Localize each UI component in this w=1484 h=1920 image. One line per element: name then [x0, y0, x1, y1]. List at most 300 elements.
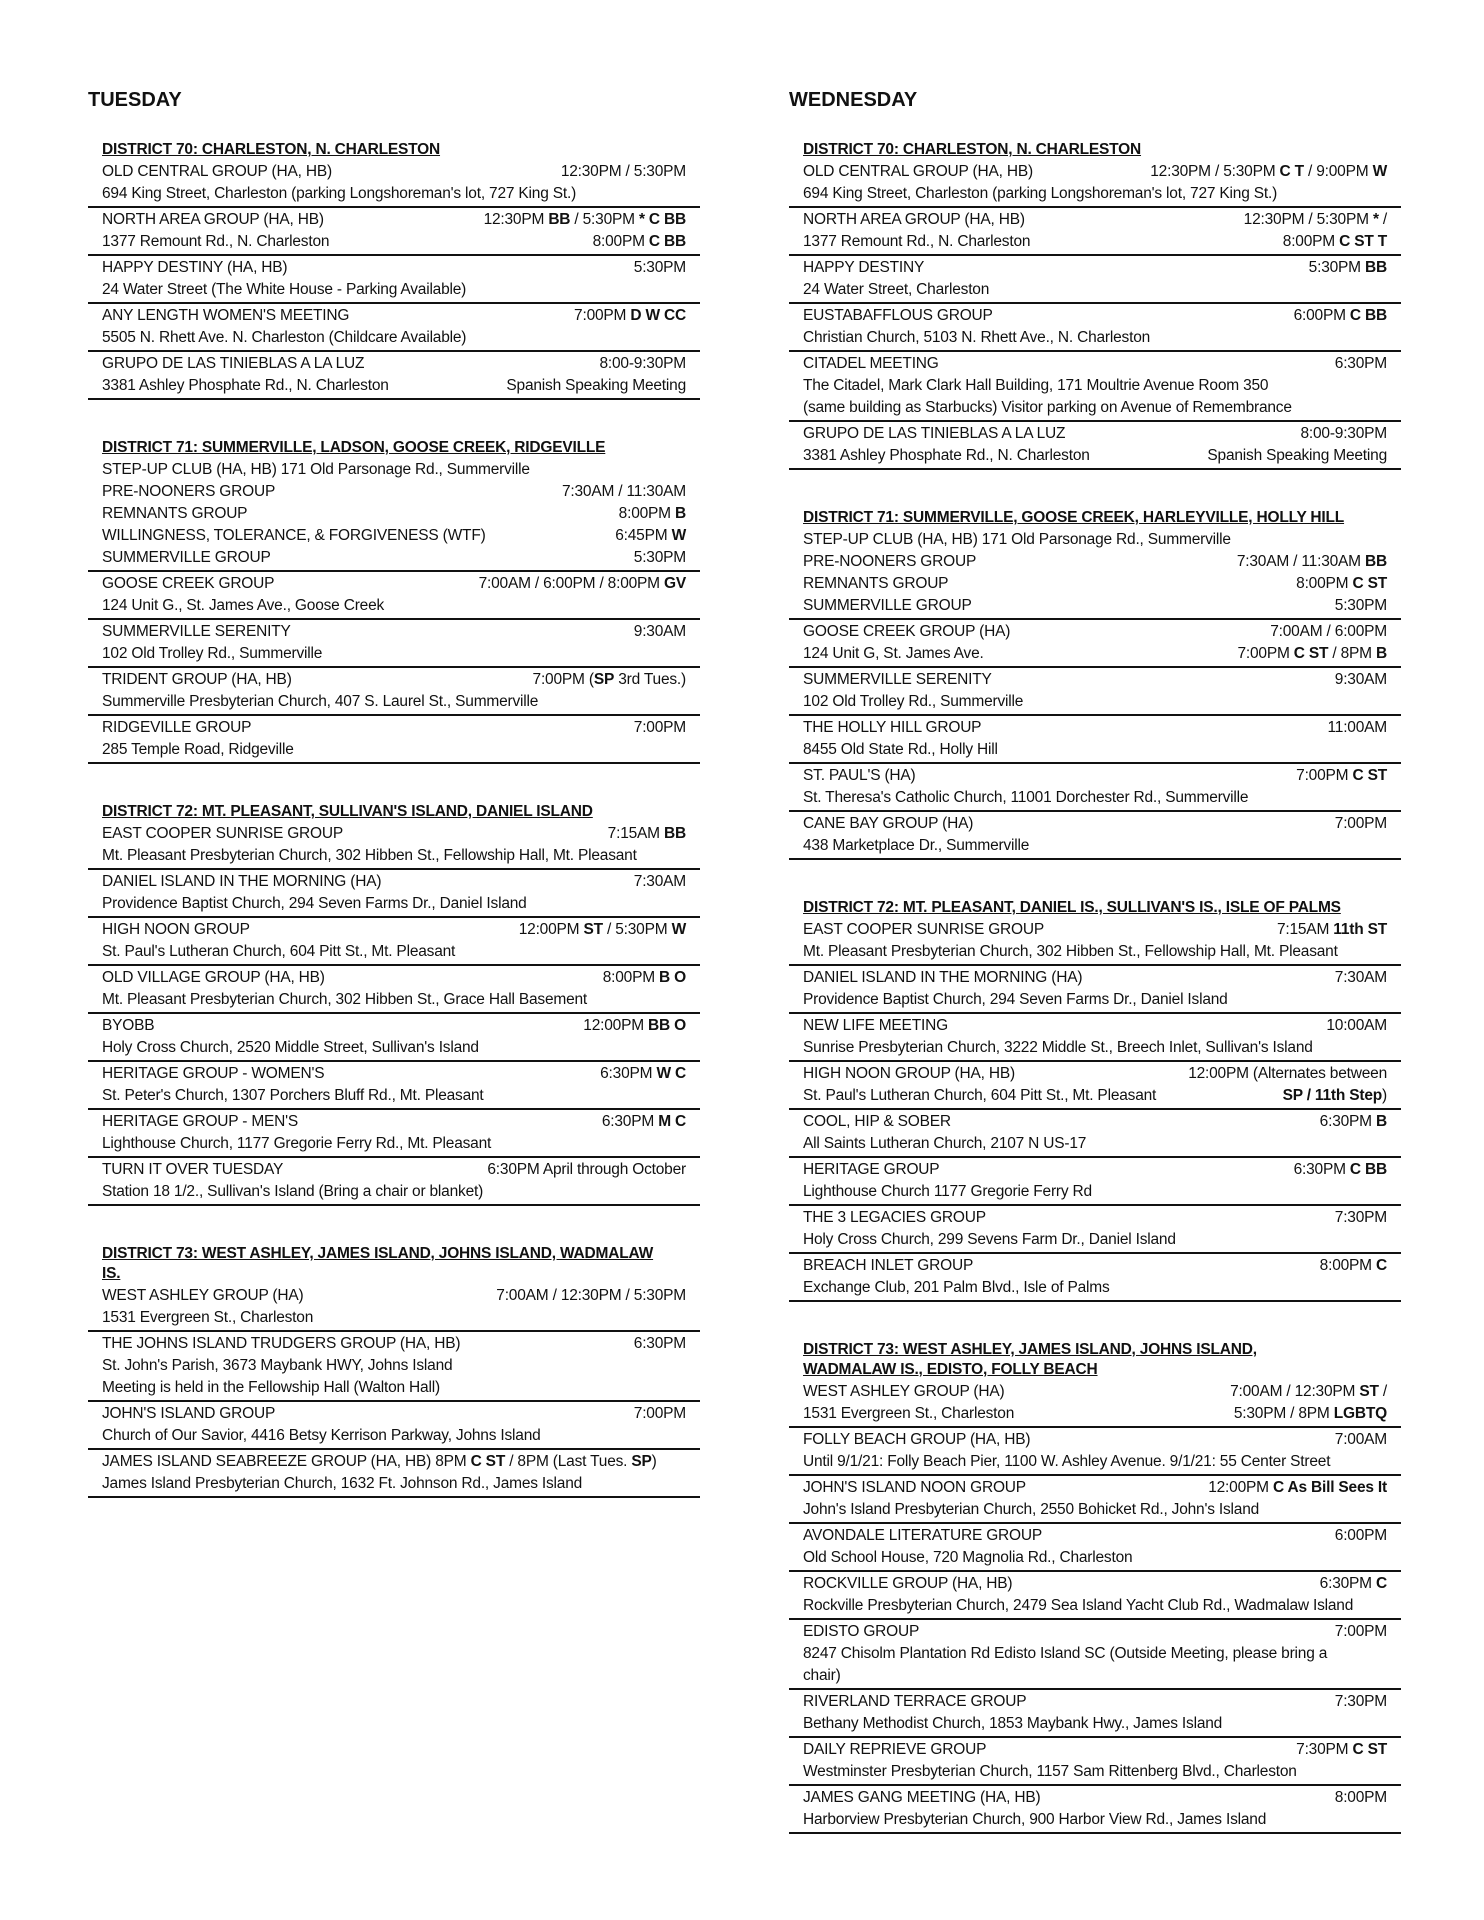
meeting-name: SUMMERVILLE GROUP: [803, 597, 972, 614]
club-header: STEP-UP CLUB (HA, HB) 171 Old Parsonage Rd., Summerville: [102, 461, 530, 478]
meeting-address: 438 Marketplace Dr., Summerville: [803, 837, 1030, 854]
meeting-entry: [88, 1014, 700, 1062]
meeting-entry: [789, 1062, 1401, 1110]
text-fragment: /: [1378, 1383, 1387, 1400]
meeting-name: JAMES GANG MEETING (HA, HB): [803, 1789, 1041, 1806]
text-fragment: D W CC: [630, 307, 686, 324]
meeting-address: Exchange Club, 201 Palm Blvd., Isle of Palms: [803, 1279, 1110, 1296]
text-fragment: BB: [1365, 553, 1387, 570]
meeting-name: [102, 1451, 657, 1473]
meeting-address: 285 Temple Road, Ridgeville: [102, 741, 294, 758]
meeting-name: GOOSE CREEK GROUP: [102, 575, 275, 592]
text-fragment: LGBTQ: [1333, 1405, 1387, 1422]
text-fragment: B: [675, 505, 686, 522]
meeting-time: 12:30PM / 5:30PM: [560, 163, 686, 180]
meeting-entry: [88, 918, 700, 966]
meeting-entry: [789, 1620, 1401, 1690]
meeting-time: 8:00-9:30PM: [1300, 425, 1387, 442]
meeting-address: 1531 Evergreen St., Charleston: [803, 1405, 1015, 1422]
text-fragment: ST: [1359, 1383, 1379, 1400]
meeting-time: 7:00PM: [1334, 815, 1387, 832]
meeting-time: [608, 823, 686, 845]
text-fragment: 7:15AM: [1276, 921, 1334, 938]
meeting-name: CITADEL MEETING: [803, 355, 939, 372]
text-fragment: 6:30PM: [1293, 1161, 1350, 1178]
meeting-time: [600, 1063, 686, 1085]
text-fragment: 12:30PM / 5:30PM: [1243, 211, 1373, 228]
meeting-name: SUMMERVILLE SERENITY: [102, 623, 291, 640]
meeting-entry: [88, 716, 700, 764]
meeting-entry: [88, 822, 700, 870]
stepup-club-block: [88, 458, 700, 572]
text-fragment: 6:30PM: [1319, 1575, 1376, 1592]
meeting-time: [574, 305, 686, 327]
text-fragment: / 9:00PM: [1303, 163, 1373, 180]
text-fragment: ): [651, 1453, 657, 1470]
meeting-entry: [789, 1572, 1401, 1620]
meeting-time: 7:30AM: [633, 873, 686, 890]
text-fragment: 7:00AM / 12:30PM: [1230, 1383, 1360, 1400]
meeting-address: 3381 Ashley Phosphate Rd., N. Charleston: [803, 447, 1090, 464]
meeting-name: GOOSE CREEK GROUP (HA): [803, 623, 1011, 640]
text-fragment: 12:00PM: [518, 921, 584, 938]
text-fragment: 8:00PM: [1296, 575, 1353, 592]
meeting-entry: [88, 256, 700, 304]
meeting-address: All Saints Lutheran Church, 2107 N US-17: [803, 1135, 1087, 1152]
meeting-time: 5:30PM: [633, 259, 686, 276]
meeting-time: 7:00AM / 12:30PM / 5:30PM: [496, 1287, 686, 1304]
meeting-entry: [88, 352, 700, 400]
meeting-time: 9:30AM: [1334, 671, 1387, 688]
meeting-name: EUSTABAFFLOUS GROUP: [803, 307, 993, 324]
text-fragment: 7:00PM: [1296, 767, 1353, 784]
meeting-entry: [88, 966, 700, 1014]
text-fragment: BB O: [648, 1017, 686, 1034]
meeting-address: 124 Unit G., St. James Ave., Goose Creek: [102, 597, 385, 614]
meeting-time: 11:00AM: [1327, 719, 1387, 736]
meeting-time: [602, 1111, 686, 1133]
meeting-entry: [88, 572, 700, 620]
meeting-entry: [789, 160, 1401, 208]
text-fragment: 12:30PM: [483, 211, 549, 228]
meeting-time-extra: [1234, 1403, 1387, 1425]
meeting-name: THE JOHNS ISLAND TRUDGERS GROUP (HA, HB): [102, 1335, 461, 1352]
text-fragment: B O: [659, 969, 686, 986]
text-fragment: C T: [1279, 163, 1304, 180]
text-fragment: SP: [631, 1453, 652, 1470]
text-fragment: B: [1376, 1113, 1387, 1130]
text-fragment: W: [671, 921, 686, 938]
meeting-time: [562, 481, 686, 503]
day-title-wednesday: WEDNESDAY: [789, 89, 918, 111]
meeting-address: 3381 Ashley Phosphate Rd., N. Charleston: [102, 377, 389, 394]
meeting-time: 10:00AM: [1326, 1017, 1387, 1034]
meeting-name: SUMMERVILLE GROUP: [102, 549, 271, 566]
meeting-address: Mt. Pleasant Presbyterian Church, 302 Hibben St., Fellowship Hall, Mt. Pleasant: [102, 847, 637, 864]
text-fragment: W C: [656, 1065, 686, 1082]
meeting-time: [484, 209, 686, 231]
meeting-time: 6:30PM April through October: [487, 1161, 686, 1178]
meeting-address: St. Paul's Lutheran Church, 604 Pitt St., Mt. Pleasant: [102, 943, 456, 960]
text-fragment: 11th ST: [1333, 921, 1387, 938]
text-fragment: *: [1372, 211, 1379, 228]
meeting-name: RIDGEVILLE GROUP: [102, 719, 252, 736]
meeting-address: Until 9/1/21: Folly Beach Pier, 1100 W. Ashley Avenue. 9/1/21: 55 Center Street: [803, 1453, 1331, 1470]
district-title: DISTRICT 70: CHARLESTON, N. CHARLESTON: [803, 141, 1142, 158]
meeting-entry: [88, 208, 700, 256]
meeting-name: HAPPY DESTINY (HA, HB): [102, 259, 288, 276]
text-fragment: 8:00PM: [592, 233, 649, 250]
text-fragment: C: [1376, 1257, 1387, 1274]
meeting-entry: [88, 1110, 700, 1158]
meeting-entry: [789, 1206, 1401, 1254]
text-fragment: 12:00PM: [1208, 1479, 1273, 1496]
meeting-name: TURN IT OVER TUESDAY: [102, 1161, 284, 1178]
meeting-entry: [789, 716, 1401, 764]
meeting-name: OLD CENTRAL GROUP (HA, HB): [102, 163, 332, 180]
meeting-time: 8:00-9:30PM: [599, 355, 686, 372]
meeting-entry: [88, 1062, 700, 1110]
meeting-address: Westminster Presbyterian Church, 1157 Sam Rittenberg Blvd., Charleston: [803, 1763, 1297, 1780]
meeting-time: 7:00PM: [633, 1405, 686, 1422]
text-fragment: C ST: [470, 1453, 506, 1470]
meeting-address: 5505 N. Rhett Ave. N. Charleston (Childcare Available): [102, 329, 467, 346]
text-fragment: 7:15AM: [607, 825, 664, 842]
club-header: STEP-UP CLUB (HA, HB) 171 Old Parsonage Rd., Summerville: [803, 531, 1231, 548]
text-fragment: 7:30PM: [1296, 1741, 1353, 1758]
meeting-time: [1309, 257, 1387, 279]
meeting-name: HERITAGE GROUP: [803, 1161, 940, 1178]
meeting-name: RIVERLAND TERRACE GROUP: [803, 1693, 1027, 1710]
meeting-time: [519, 919, 686, 941]
district-72-wednesday: [789, 898, 1401, 1302]
text-fragment: ): [1382, 1087, 1387, 1104]
meeting-note: Meeting is held in the Fellowship Hall (Walton Hall): [102, 1379, 440, 1396]
meeting-entry: [789, 256, 1401, 304]
meeting-address: 1377 Remount Rd., N. Charleston: [803, 233, 1031, 250]
meeting-time: 7:30PM: [1334, 1209, 1387, 1226]
meeting-time: 12:00PM (Alternates between: [1188, 1065, 1387, 1082]
text-fragment: C As Bill Sees It: [1272, 1479, 1387, 1496]
text-fragment: 6:30PM: [1319, 1113, 1376, 1130]
meeting-entry: [789, 1476, 1401, 1524]
meeting-name: EAST COOPER SUNRISE GROUP: [102, 825, 344, 842]
meeting-time: [479, 573, 686, 595]
meeting-time: 6:30PM: [633, 1335, 686, 1352]
meeting-entry: [789, 966, 1401, 1014]
meeting-entry: [789, 422, 1401, 470]
district-title: DISTRICT 71: SUMMERVILLE, LADSON, GOOSE CREEK, RIDGEVILLE: [102, 439, 606, 456]
meeting-entry: [789, 1738, 1401, 1786]
meeting-address: Summerville Presbyterian Church, 407 S. Laurel St., Summerville: [102, 693, 539, 710]
meeting-entry: [789, 1428, 1401, 1476]
meeting-address: 694 King Street, Charleston (parking Longshoreman's lot, 727 King St.): [102, 185, 577, 202]
text-fragment: 6:30PM: [600, 1065, 657, 1082]
meeting-entry: [88, 870, 700, 918]
meeting-name: EAST COOPER SUNRISE GROUP: [803, 921, 1045, 938]
meeting-name: REMNANTS GROUP: [803, 575, 949, 592]
meeting-address: Church of Our Savior, 4416 Betsy Kerrison Parkway, Johns Island: [102, 1427, 541, 1444]
meeting-time: [1296, 765, 1387, 787]
meeting-time: [1294, 1159, 1387, 1181]
meeting-name: OLD VILLAGE GROUP (HA, HB): [102, 969, 325, 986]
text-fragment: C ST: [1352, 575, 1387, 592]
meeting-name: EDISTO GROUP: [803, 1623, 920, 1640]
meeting-entry: [789, 668, 1401, 716]
district-73-wednesday: [789, 1340, 1401, 1834]
text-fragment: C ST T: [1339, 233, 1387, 250]
meeting-name: DAILY REPRIEVE GROUP: [803, 1741, 987, 1758]
meeting-address: John's Island Presbyterian Church, 2550 Bohicket Rd., John's Island: [803, 1501, 1260, 1518]
text-fragment: 12:30PM / 5:30PM: [1150, 163, 1280, 180]
meeting-name: WEST ASHLEY GROUP (HA): [803, 1383, 1005, 1400]
text-fragment: / 5:30PM: [570, 211, 639, 228]
tuesday-column: [88, 88, 700, 1536]
text-fragment: 5:30PM / 8PM: [1233, 1405, 1334, 1422]
meeting-entry: [789, 1014, 1401, 1062]
meeting-time: [1296, 1739, 1387, 1761]
meeting-name: HERITAGE GROUP - WOMEN'S: [102, 1065, 325, 1082]
meeting-address: St. John's Parish, 3673 Maybank HWY, Johns Island: [102, 1357, 453, 1374]
text-fragment: BB: [1365, 259, 1387, 276]
meeting-name: NORTH AREA GROUP (HA, HB): [102, 211, 324, 228]
meeting-time: [1230, 1381, 1387, 1403]
meeting-address: 1377 Remount Rd., N. Charleston: [102, 233, 330, 250]
meeting-entry: [88, 1402, 700, 1450]
meeting-name: WEST ASHLEY GROUP (HA): [102, 1287, 304, 1304]
text-fragment: 8:00PM: [1282, 233, 1340, 250]
meeting-name: HERITAGE GROUP - MEN'S: [102, 1113, 299, 1130]
text-fragment: 6:30PM: [601, 1113, 659, 1130]
text-fragment: 8:00PM: [1319, 1257, 1376, 1274]
meeting-time-extra: [593, 231, 686, 253]
meeting-entry: [789, 208, 1401, 256]
meeting-address: Holy Cross Church, 2520 Middle Street, Sullivan's Island: [102, 1039, 479, 1056]
meeting-name: HAPPY DESTINY: [803, 259, 925, 276]
meeting-name: THE HOLLY HILL GROUP: [803, 719, 982, 736]
district-title: DISTRICT 73: WEST ASHLEY, JAMES ISLAND, JOHNS ISLAND, WADMALAW: [102, 1245, 654, 1262]
meeting-time: [1244, 209, 1387, 231]
text-fragment: 7:00PM: [574, 307, 631, 324]
meeting-time: [1320, 1111, 1387, 1133]
text-fragment: C BB: [1349, 307, 1387, 324]
meeting-address: Holy Cross Church, 299 Sevens Farm Dr., Daniel Island: [803, 1231, 1176, 1248]
meeting-address: Bethany Methodist Church, 1853 Maybank Hwy., James Island: [803, 1715, 1223, 1732]
district-73-tuesday: [88, 1244, 700, 1498]
district-title-cont: IS.: [102, 1265, 121, 1282]
meeting-entry: [88, 668, 700, 716]
text-fragment: 5:30PM: [1334, 597, 1387, 614]
text-fragment: * C BB: [638, 211, 686, 228]
meeting-address: 102 Old Trolley Rd., Summerville: [102, 645, 323, 662]
meeting-time: 9:30AM: [633, 623, 686, 640]
text-fragment: JAMES ISLAND SEABREEZE GROUP (HA, HB) 8PM: [102, 1453, 471, 1470]
meeting-time: [619, 503, 686, 525]
meeting-time: [1320, 1255, 1387, 1277]
meeting-entry: [789, 812, 1401, 860]
text-fragment: 6:00PM: [1293, 307, 1350, 324]
meeting-time: 7:30AM: [1334, 969, 1387, 986]
meeting-name: PRE-NOONERS GROUP: [102, 483, 276, 500]
meeting-name: NORTH AREA GROUP (HA, HB): [803, 211, 1025, 228]
district-title: DISTRICT 71: SUMMERVILLE, GOOSE CREEK, HARLEYVILLE, HOLLY HILL: [803, 509, 1345, 526]
meeting-address: 102 Old Trolley Rd., Summerville: [803, 693, 1024, 710]
meeting-address: 1531 Evergreen St., Charleston: [102, 1309, 314, 1326]
meeting-address: Christian Church, 5103 N. Rhett Ave., N. Charleston: [803, 329, 1151, 346]
meeting-entry: [789, 1524, 1401, 1572]
meeting-name: JOHN'S ISLAND GROUP: [102, 1405, 276, 1422]
meeting-address: Harborview Presbyterian Church, 900 Harbor View Rd., James Island: [803, 1811, 1267, 1828]
meeting-address: St. Peter's Church, 1307 Porchers Bluff Rd., Mt. Pleasant: [102, 1087, 484, 1104]
meeting-time-extra: [1283, 1085, 1387, 1107]
meeting-entry: [789, 304, 1401, 352]
meeting-entry: [789, 918, 1401, 966]
meeting-time: 7:00AM / 6:00PM: [1270, 623, 1387, 640]
meeting-name: CANE BAY GROUP (HA): [803, 815, 974, 832]
meeting-name: PRE-NOONERS GROUP: [803, 553, 977, 570]
day-title-tuesday: TUESDAY: [88, 89, 182, 111]
text-fragment: / 8PM (Last Tues.: [505, 1453, 632, 1470]
meeting-time-extra: [1283, 231, 1387, 253]
text-fragment: SP / 11th Step: [1282, 1087, 1383, 1104]
meeting-entry: [789, 352, 1401, 422]
text-fragment: ST: [583, 921, 603, 938]
meeting-time: 7:00PM: [633, 719, 686, 736]
meeting-entry: [789, 1110, 1401, 1158]
meeting-address: Rockville Presbyterian Church, 2479 Sea Island Yacht Club Rd., Wadmalaw Island: [803, 1597, 1354, 1614]
meeting-entry: [789, 1380, 1401, 1428]
meeting-entry: [88, 1158, 700, 1206]
district-71-tuesday: [88, 438, 700, 764]
text-fragment: C ST: [1293, 645, 1329, 662]
meeting-name: ROCKVILLE GROUP (HA, HB): [803, 1575, 1013, 1592]
meeting-address: Sunrise Presbyterian Church, 3222 Middle St., Breech Inlet, Sullivan's Island: [803, 1039, 1313, 1056]
meeting-name: REMNANTS GROUP: [102, 505, 248, 522]
meeting-address: Lighthouse Church 1177 Gregorie Ferry Rd: [803, 1183, 1092, 1200]
district-title: DISTRICT 72: MT. PLEASANT, SULLIVAN'S ISLAND, DANIEL ISLAND: [102, 803, 593, 820]
meeting-time: 7:00AM: [1334, 1431, 1387, 1448]
meeting-name: JOHN'S ISLAND NOON GROUP: [803, 1479, 1026, 1496]
text-fragment: C ST: [1352, 1741, 1387, 1758]
meeting-name: OLD CENTRAL GROUP (HA, HB): [803, 163, 1033, 180]
meeting-time: [533, 669, 686, 691]
district-72-tuesday: [88, 802, 700, 1206]
meeting-entry: [789, 764, 1401, 812]
meeting-note: (same building as Starbucks) Visitor parking on Avenue of Remembrance: [803, 399, 1292, 416]
district-title: DISTRICT 70: CHARLESTON, N. CHARLESTON: [102, 141, 441, 158]
district-title: DISTRICT 72: MT. PLEASANT, DANIEL IS., SULLIVAN'S IS., ISLE OF PALMS: [803, 899, 1341, 916]
meeting-name: ANY LENGTH WOMEN'S MEETING: [102, 307, 350, 324]
meeting-note: Spanish Speaking Meeting: [1207, 447, 1387, 464]
meeting-name: DANIEL ISLAND IN THE MORNING (HA): [803, 969, 1083, 986]
meeting-name: GRUPO DE LAS TINIEBLAS A LA LUZ: [803, 425, 1066, 442]
text-fragment: 6:45PM: [615, 527, 672, 544]
text-fragment: BB: [664, 825, 686, 842]
meeting-address: 124 Unit G, St. James Ave.: [803, 645, 984, 662]
text-fragment: / 5:30PM: [602, 921, 672, 938]
text-fragment: 12:00PM: [583, 1017, 649, 1034]
district-71-wednesday: [789, 508, 1401, 860]
text-fragment: / 8PM: [1328, 645, 1376, 662]
meeting-time: [1335, 595, 1387, 617]
text-fragment: 5:30PM: [1308, 259, 1365, 276]
meeting-time: 6:30PM: [1334, 355, 1387, 372]
meeting-time: [634, 547, 686, 569]
text-fragment: 7:30AM / 11:30AM: [561, 483, 686, 500]
text-fragment: C BB: [648, 233, 686, 250]
text-fragment: C BB: [1349, 1161, 1387, 1178]
text-fragment: 8:00PM: [618, 505, 675, 522]
meeting-address: Mt. Pleasant Presbyterian Church, 302 Hibben St., Fellowship Hall, Mt. Pleasant: [803, 943, 1338, 960]
meeting-entry: [789, 1158, 1401, 1206]
meeting-time: [1320, 1573, 1387, 1595]
meeting-entry: [789, 1786, 1401, 1834]
meeting-name: THE 3 LEGACIES GROUP: [803, 1209, 986, 1226]
meeting-address: Providence Baptist Church, 294 Seven Farms Dr., Daniel Island: [102, 895, 527, 912]
text-fragment: 7:30AM / 11:30AM: [1236, 553, 1365, 570]
district-70-tuesday: [88, 140, 700, 400]
meeting-address: 24 Water Street (The White House - Parking Available): [102, 281, 467, 298]
meeting-address: The Citadel, Mark Clark Hall Building, 171 Moultrie Avenue Room 350: [803, 377, 1269, 394]
text-fragment: 8:00PM: [602, 969, 660, 986]
text-fragment: C ST: [1352, 767, 1387, 784]
meeting-name: SUMMERVILLE SERENITY: [803, 671, 992, 688]
stepup-club-block: [789, 528, 1401, 620]
text-fragment: B: [1376, 645, 1387, 662]
meeting-entry: [88, 1284, 700, 1332]
meeting-address: St. Paul's Lutheran Church, 604 Pitt St., Mt. Pleasant: [803, 1087, 1157, 1104]
meeting-time: [1208, 1477, 1387, 1499]
wednesday-column: [789, 88, 1401, 1872]
meeting-address: 8455 Old State Rd., Holly Hill: [803, 741, 998, 758]
meeting-address-cont: chair): [803, 1667, 841, 1684]
meeting-time: [1294, 305, 1387, 327]
text-fragment: 7:00PM (: [532, 671, 594, 688]
text-fragment: /: [1378, 211, 1387, 228]
meeting-time: 8:00PM: [1334, 1789, 1387, 1806]
meeting-address: 694 King Street, Charleston (parking Longshoreman's lot, 727 King St.): [803, 185, 1278, 202]
meeting-entry: [88, 620, 700, 668]
meeting-entry: [88, 1450, 700, 1498]
district-title: DISTRICT 73: WEST ASHLEY, JAMES ISLAND, JOHNS ISLAND,: [803, 1341, 1257, 1358]
meeting-name: BYOBB: [102, 1017, 155, 1034]
meeting-entry: [88, 160, 700, 208]
meeting-name: ST. PAUL'S (HA): [803, 767, 916, 784]
text-fragment: 7:00PM: [1237, 645, 1294, 662]
text-fragment: SP: [593, 671, 615, 688]
text-fragment: M C: [658, 1113, 686, 1130]
meeting-time: 7:00PM: [1334, 1623, 1387, 1640]
text-fragment: 7:00AM / 6:00PM / 8:00PM: [478, 575, 664, 592]
meeting-entry: [88, 304, 700, 352]
meeting-name: COOL, HIP & SOBER: [803, 1113, 951, 1130]
meeting-time: [1296, 573, 1387, 595]
meeting-entry: [789, 620, 1401, 668]
meeting-address: St. Theresa's Catholic Church, 11001 Dorchester Rd., Summerville: [803, 789, 1249, 806]
text-fragment: BB: [548, 211, 571, 228]
meeting-name: NEW LIFE MEETING: [803, 1017, 948, 1034]
meeting-name: AVONDALE LITERATURE GROUP: [803, 1527, 1043, 1544]
meeting-address: 8247 Chisolm Plantation Rd Edisto Island SC (Outside Meeting, please bring a: [803, 1645, 1328, 1662]
text-fragment: 5:30PM: [633, 549, 686, 566]
meeting-time: 7:30PM: [1334, 1693, 1387, 1710]
meeting-time: [1150, 161, 1387, 183]
district-70-wednesday: [789, 140, 1401, 470]
meeting-name: BREACH INLET GROUP: [803, 1257, 974, 1274]
meeting-name: DANIEL ISLAND IN THE MORNING (HA): [102, 873, 382, 890]
meeting-time: [603, 967, 686, 989]
meeting-time: [1277, 919, 1387, 941]
